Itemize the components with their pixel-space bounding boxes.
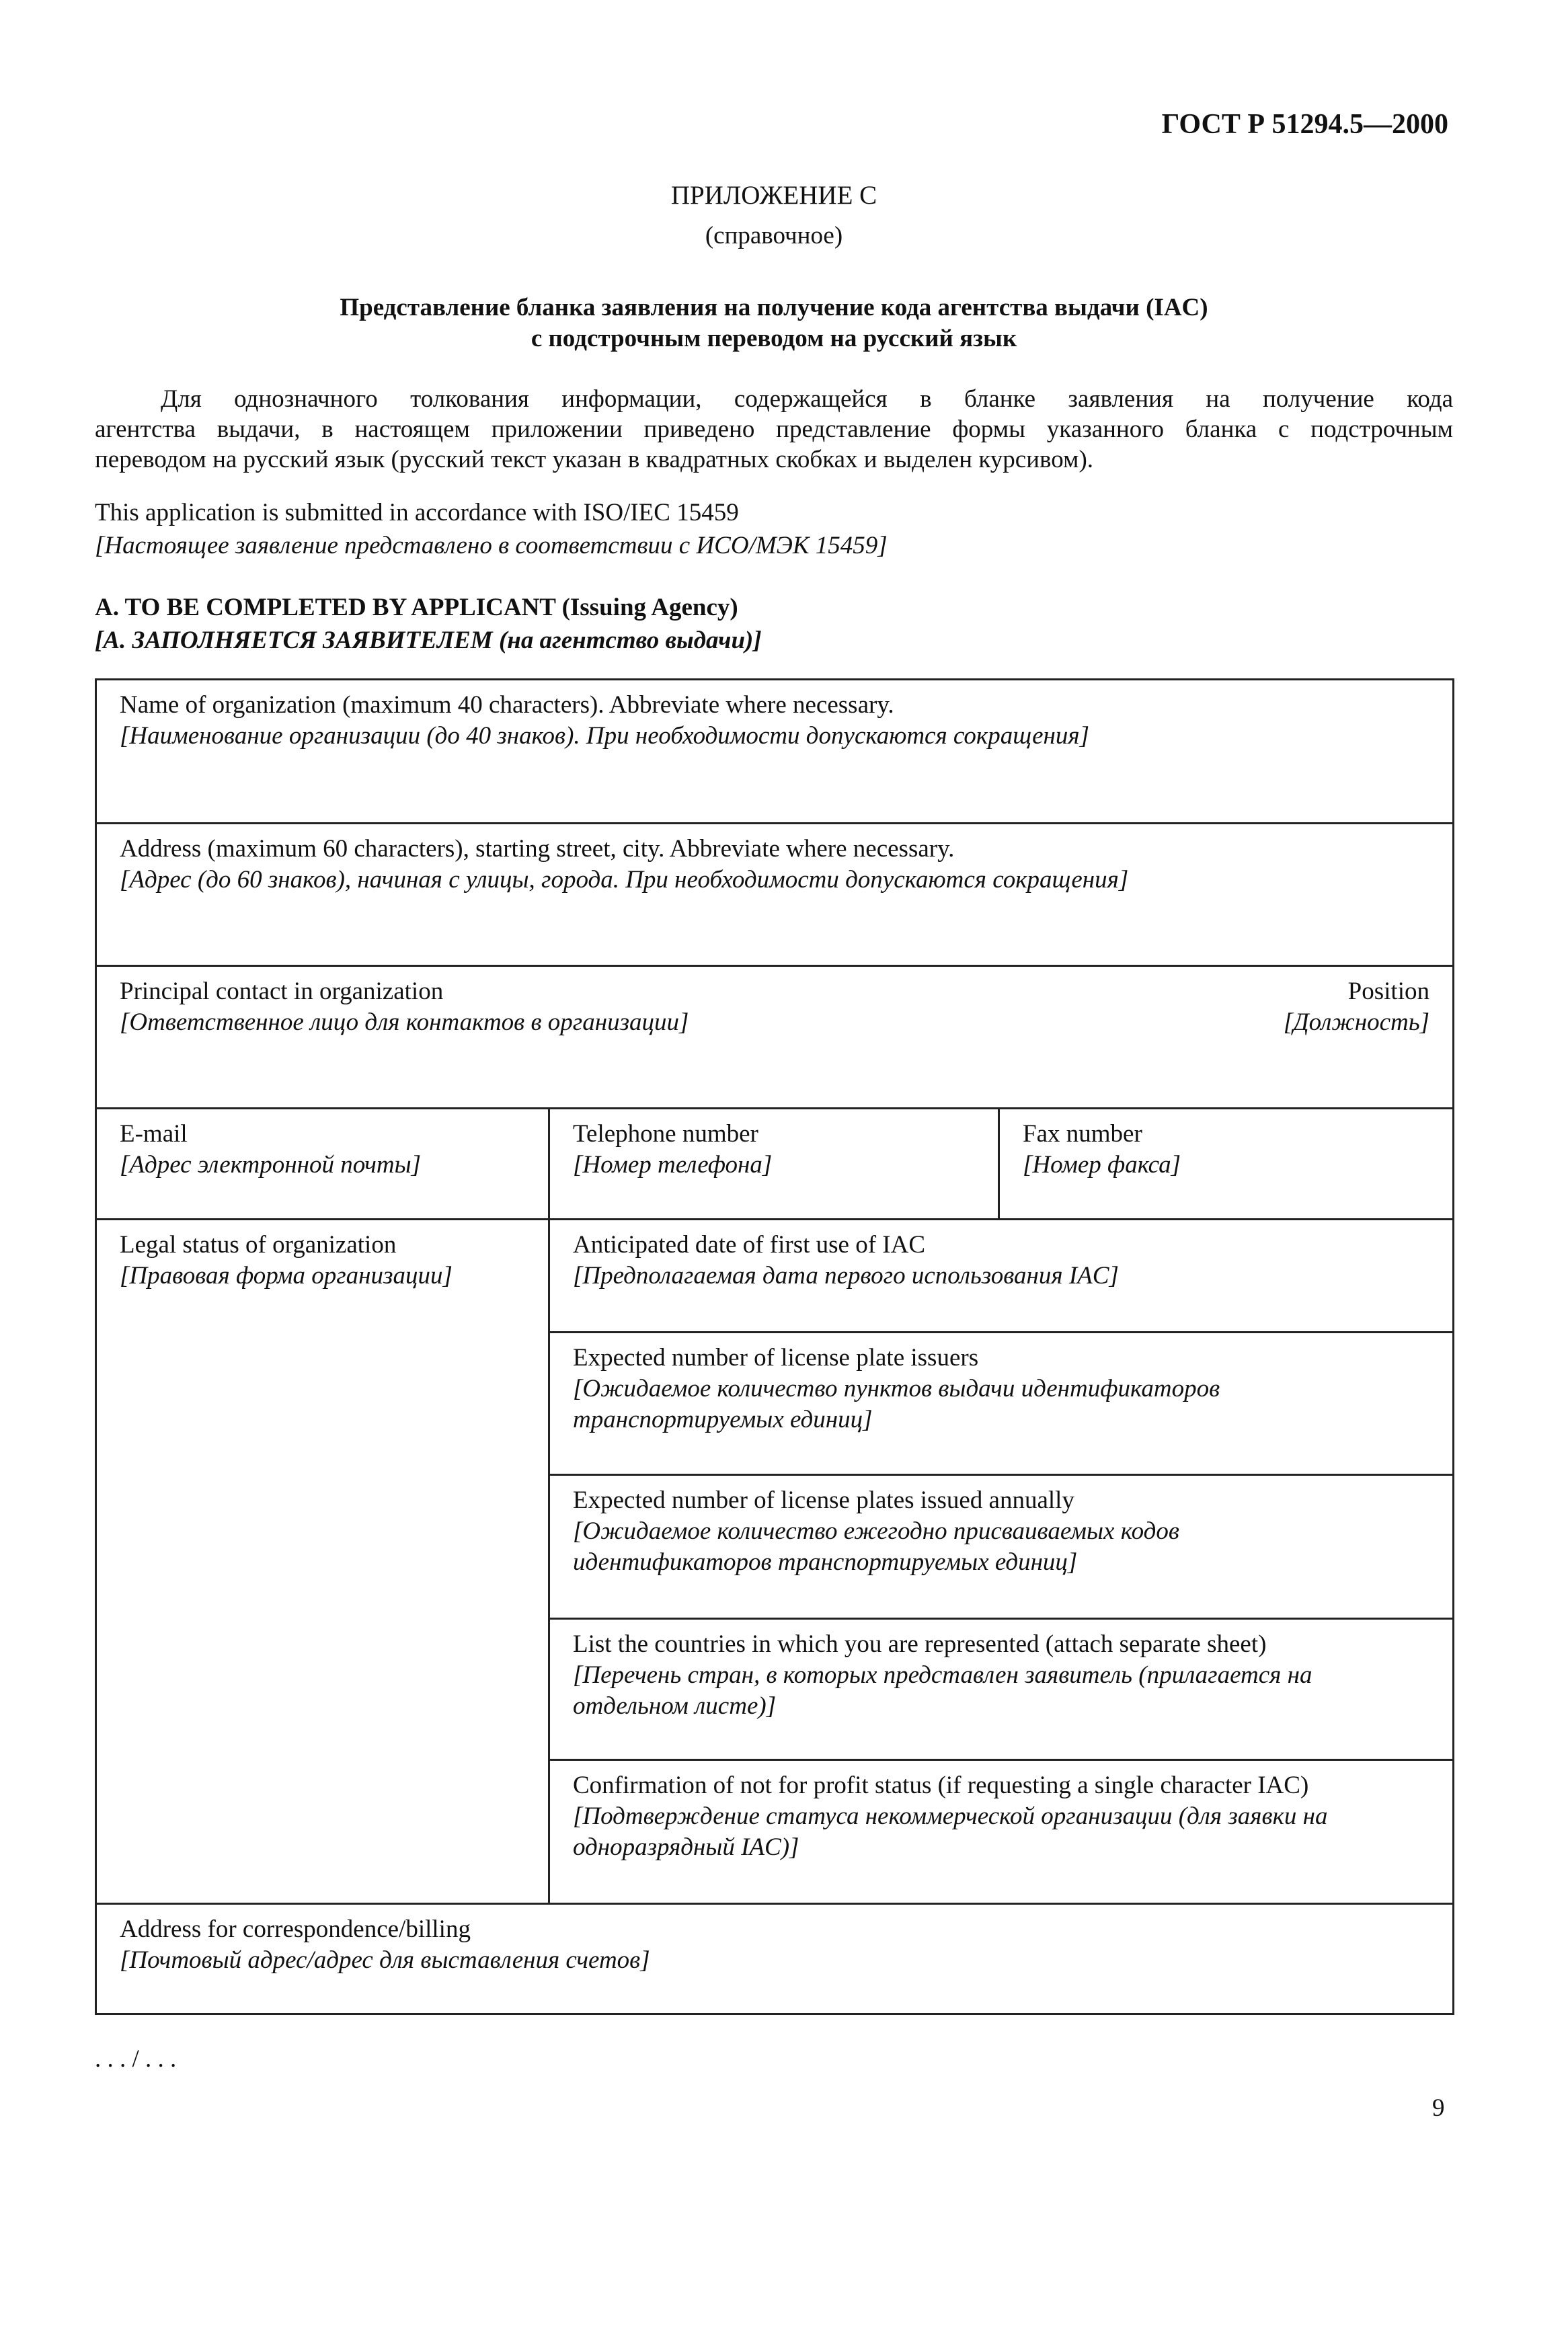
label-ru: [Номер телефона] [573, 1151, 773, 1179]
label-ru: [Номер факса] [1023, 1151, 1181, 1179]
label-en: Legal status of organization [120, 1231, 397, 1259]
intro-line-1: Для однозначного толкования информации, содержащейся в бланке заявления на получение кода [161, 385, 1453, 413]
field-countries[interactable] [548, 1618, 1454, 1761]
label-en: E-mail [120, 1120, 188, 1148]
label-en: Confirmation of not for profit status (if requesting a single character IAC) [573, 1772, 1309, 1799]
label-en: Anticipated date of first use of IAC [573, 1231, 926, 1259]
label-en: Principal contact in organization [120, 978, 444, 1005]
field-address[interactable] [95, 822, 1454, 967]
label-ru: [Ответственное лицо для контактов в организации] [120, 1008, 689, 1036]
label-ru-2: одноразрядный IAC)] [573, 1833, 799, 1861]
position-label-ru: [Должность] [1283, 1008, 1429, 1036]
field-plates-annually[interactable] [548, 1474, 1454, 1620]
label-ru-1: [Перечень стран, в которых представлен заявитель (прилагается на [573, 1661, 1312, 1689]
heading-line-2: с подстрочным переводом на русский язык [531, 325, 1017, 352]
field-fax[interactable] [998, 1107, 1454, 1220]
label-ru: [Наименование организации (до 40 знаков). При необходимости допускаются сокращения] [120, 722, 1089, 750]
label-ru: [Адрес (до 60 знаков), начиная с улицы, города. При необходимости допускаются сокращения] [120, 866, 1129, 894]
position-field [1284, 976, 1429, 1038]
heading-line-1: Представление бланка заявления на получение кода агентства выдачи (IAC) [340, 294, 1208, 321]
label-en: Telephone number [573, 1120, 758, 1148]
position-label-en: Position [1347, 978, 1429, 1005]
field-nonprofit-confirmation[interactable] [548, 1759, 1454, 1905]
label-en: Address for correspondence/billing [120, 1915, 471, 1943]
label-en: Expected number of license plates issued annually [573, 1486, 1074, 1514]
label-ru: [Правовая форма организации] [120, 1262, 453, 1290]
appendix-subtitle: (справочное) [705, 222, 843, 249]
label-en: Name of organization (maximum 40 characters). Abbreviate where necessary. [120, 691, 894, 719]
field-principal-contact[interactable] [95, 965, 1454, 1109]
intro-line-3: переводом на русский язык (русский текст указан в квадратных скобках и выделен курсивом). [95, 446, 1094, 473]
label-ru: [Почтовый адрес/адрес для выставления счетов] [120, 1946, 650, 1974]
label-ru-2: отдельном листе)] [573, 1692, 777, 1720]
page-number: 9 [1432, 2094, 1445, 2122]
label-ru: [Адрес электронной почты] [120, 1151, 422, 1179]
field-telephone[interactable] [548, 1107, 1000, 1220]
standard-number: ГОСТ Р 51294.5—2000 [1161, 109, 1448, 140]
label-en: Address (maximum 60 characters), starting street, city. Abbreviate where necessary. [120, 835, 955, 863]
section-a-en: A. TO BE COMPLETED BY APPLICANT (Issuing Agency) [95, 594, 738, 621]
intro-line-2: агентства выдачи, в настоящем приложении приведено представление формы указанного бланка с подстрочным [95, 415, 1453, 443]
label-ru-1: [Ожидаемое количество пунктов выдачи идентификаторов [573, 1375, 1220, 1402]
intro-paragraph [95, 384, 1453, 475]
continuation-mark: . . . / . . . [95, 2045, 177, 2073]
label-ru-2: транспортируемых единиц] [573, 1406, 873, 1433]
field-billing-address[interactable] [95, 1903, 1454, 2015]
field-email[interactable] [95, 1107, 550, 1220]
label-ru-1: [Подтверждение статуса некоммерческой организации (для заявки на [573, 1802, 1328, 1830]
field-first-use-date[interactable] [548, 1218, 1454, 1333]
appendix-title: ПРИЛОЖЕНИЕ С [670, 181, 877, 210]
submission-en: This application is submitted in accordance with ISO/IEC 15459 [95, 499, 739, 526]
label-ru-1: [Ожидаемое количество ежегодно присваиваемых кодов [573, 1517, 1179, 1545]
submission-ru: [Настоящее заявление представлено в соответствии с ИСО/МЭК 15459] [95, 532, 888, 559]
label-en: List the countries in which you are represented (attach separate sheet) [573, 1630, 1267, 1658]
field-legal-status[interactable] [95, 1218, 550, 1905]
section-a-ru: [А. ЗАПОЛНЯЕТСЯ ЗАЯВИТЕЛЕМ (на агентство выдачи)] [95, 627, 762, 654]
label-ru-2: идентификаторов транспортируемых единиц] [573, 1548, 1078, 1576]
label-en: Expected number of license plate issuers [573, 1344, 979, 1372]
field-plate-issuers[interactable] [548, 1331, 1454, 1476]
label-ru: [Предполагаемая дата первого использования IAC] [573, 1262, 1119, 1290]
label-en: Fax number [1023, 1120, 1142, 1148]
field-organization-name[interactable] [95, 678, 1454, 824]
